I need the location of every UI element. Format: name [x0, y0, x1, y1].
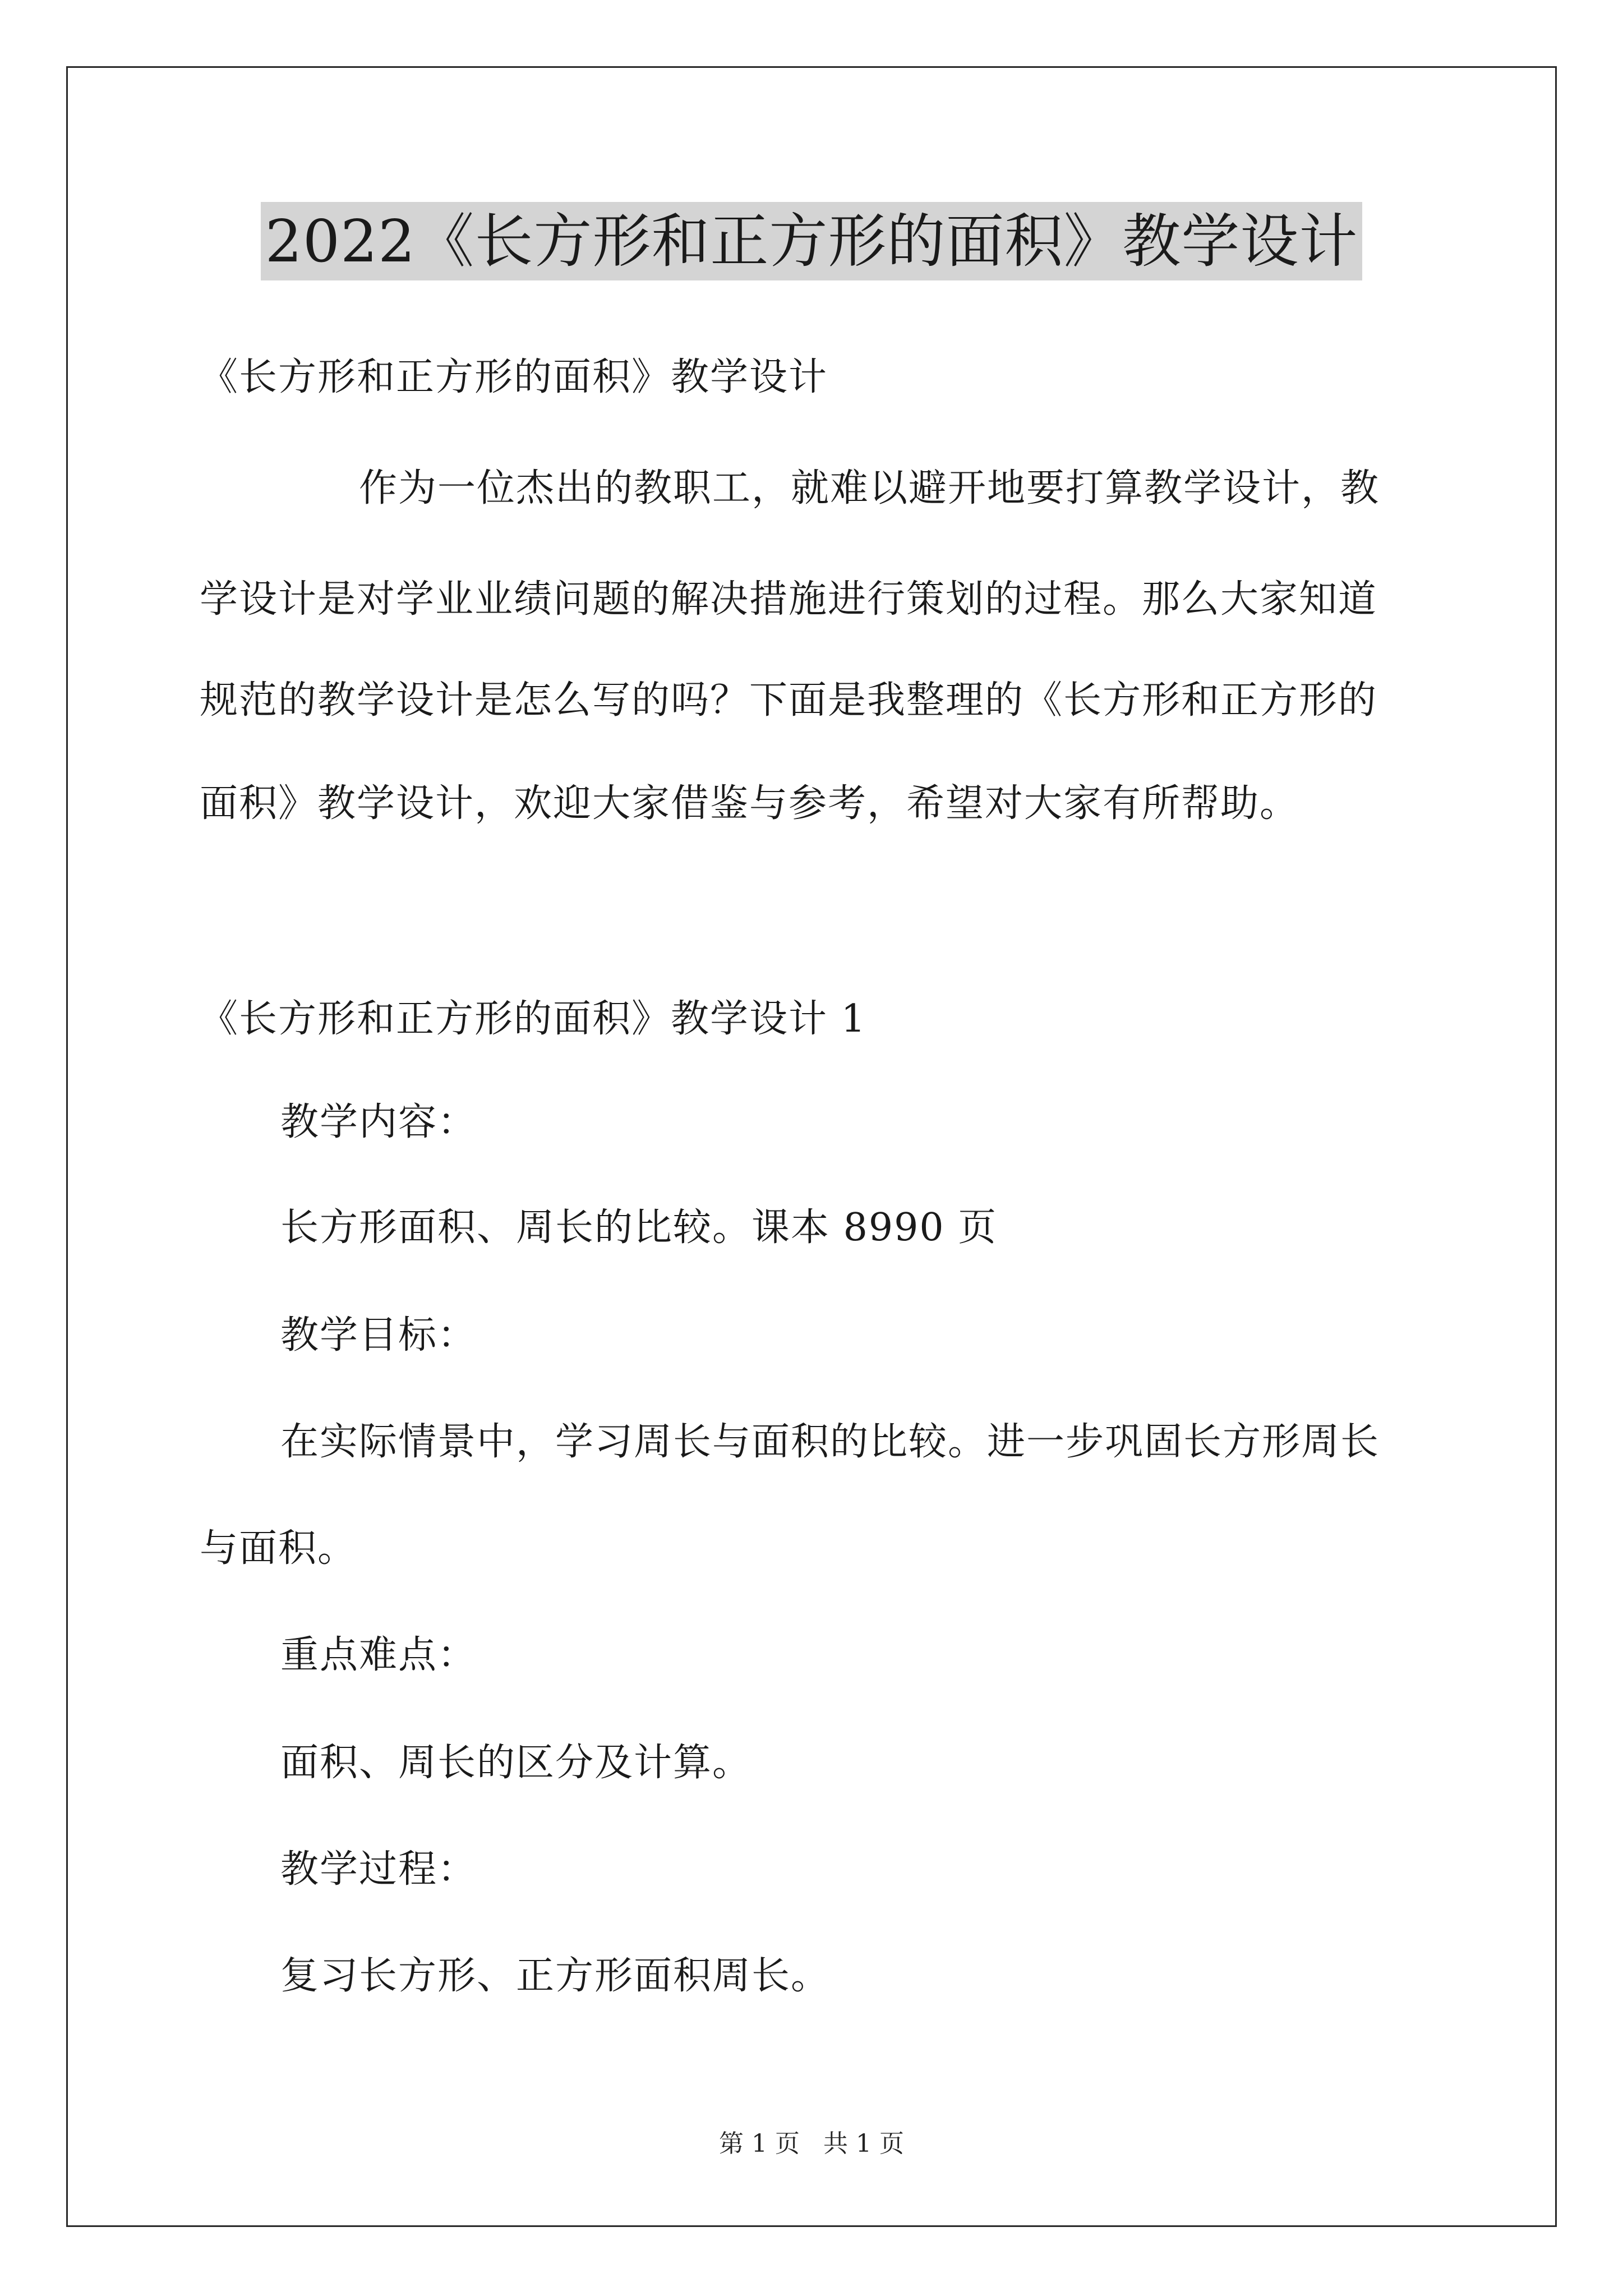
process-label: 教学过程：	[280, 1847, 477, 1892]
document-title: 2022《长方形和正方形的面积》教学设计	[261, 202, 1363, 280]
intro-line-4: 面积》教学设计，欢迎大家借鉴与参考，希望对大家有所帮助。	[200, 781, 1299, 826]
section-heading: 《长方形和正方形的面积》教学设计 1	[200, 997, 866, 1041]
page-number: 第 1 页	[719, 2129, 800, 2158]
title-container	[0, 202, 1623, 280]
goal-label: 教学目标：	[280, 1313, 477, 1358]
page-footer	[0, 2127, 1623, 2161]
intro-line-1: 作为一位杰出的教职工，就难以避开地要打算教学设计，教	[359, 466, 1380, 510]
goal-line-2: 与面积。	[200, 1526, 357, 1571]
intro-line-2: 学设计是对学业业绩问题的解决措施进行策划的过程。那么大家知道	[200, 577, 1378, 622]
key-label: 重点难点：	[280, 1633, 477, 1677]
content-label: 教学内容：	[280, 1100, 477, 1144]
document-subtitle: 《长方形和正方形的面积》教学设计	[200, 355, 828, 399]
process-text: 复习长方形、正方形面积周长。	[280, 1954, 831, 1998]
key-text: 面积、周长的区分及计算。	[280, 1741, 752, 1785]
intro-line-3: 规范的教学设计是怎么写的吗？下面是我整理的《长方形和正方形的	[200, 678, 1378, 723]
content-text: 长方形面积、周长的比较。课本 8990 页	[280, 1205, 998, 1250]
page-total: 共 1 页	[823, 2129, 904, 2158]
goal-line-1: 在实际情景中，学习周长与面积的比较。进一步巩固长方形周长	[280, 1420, 1380, 1464]
